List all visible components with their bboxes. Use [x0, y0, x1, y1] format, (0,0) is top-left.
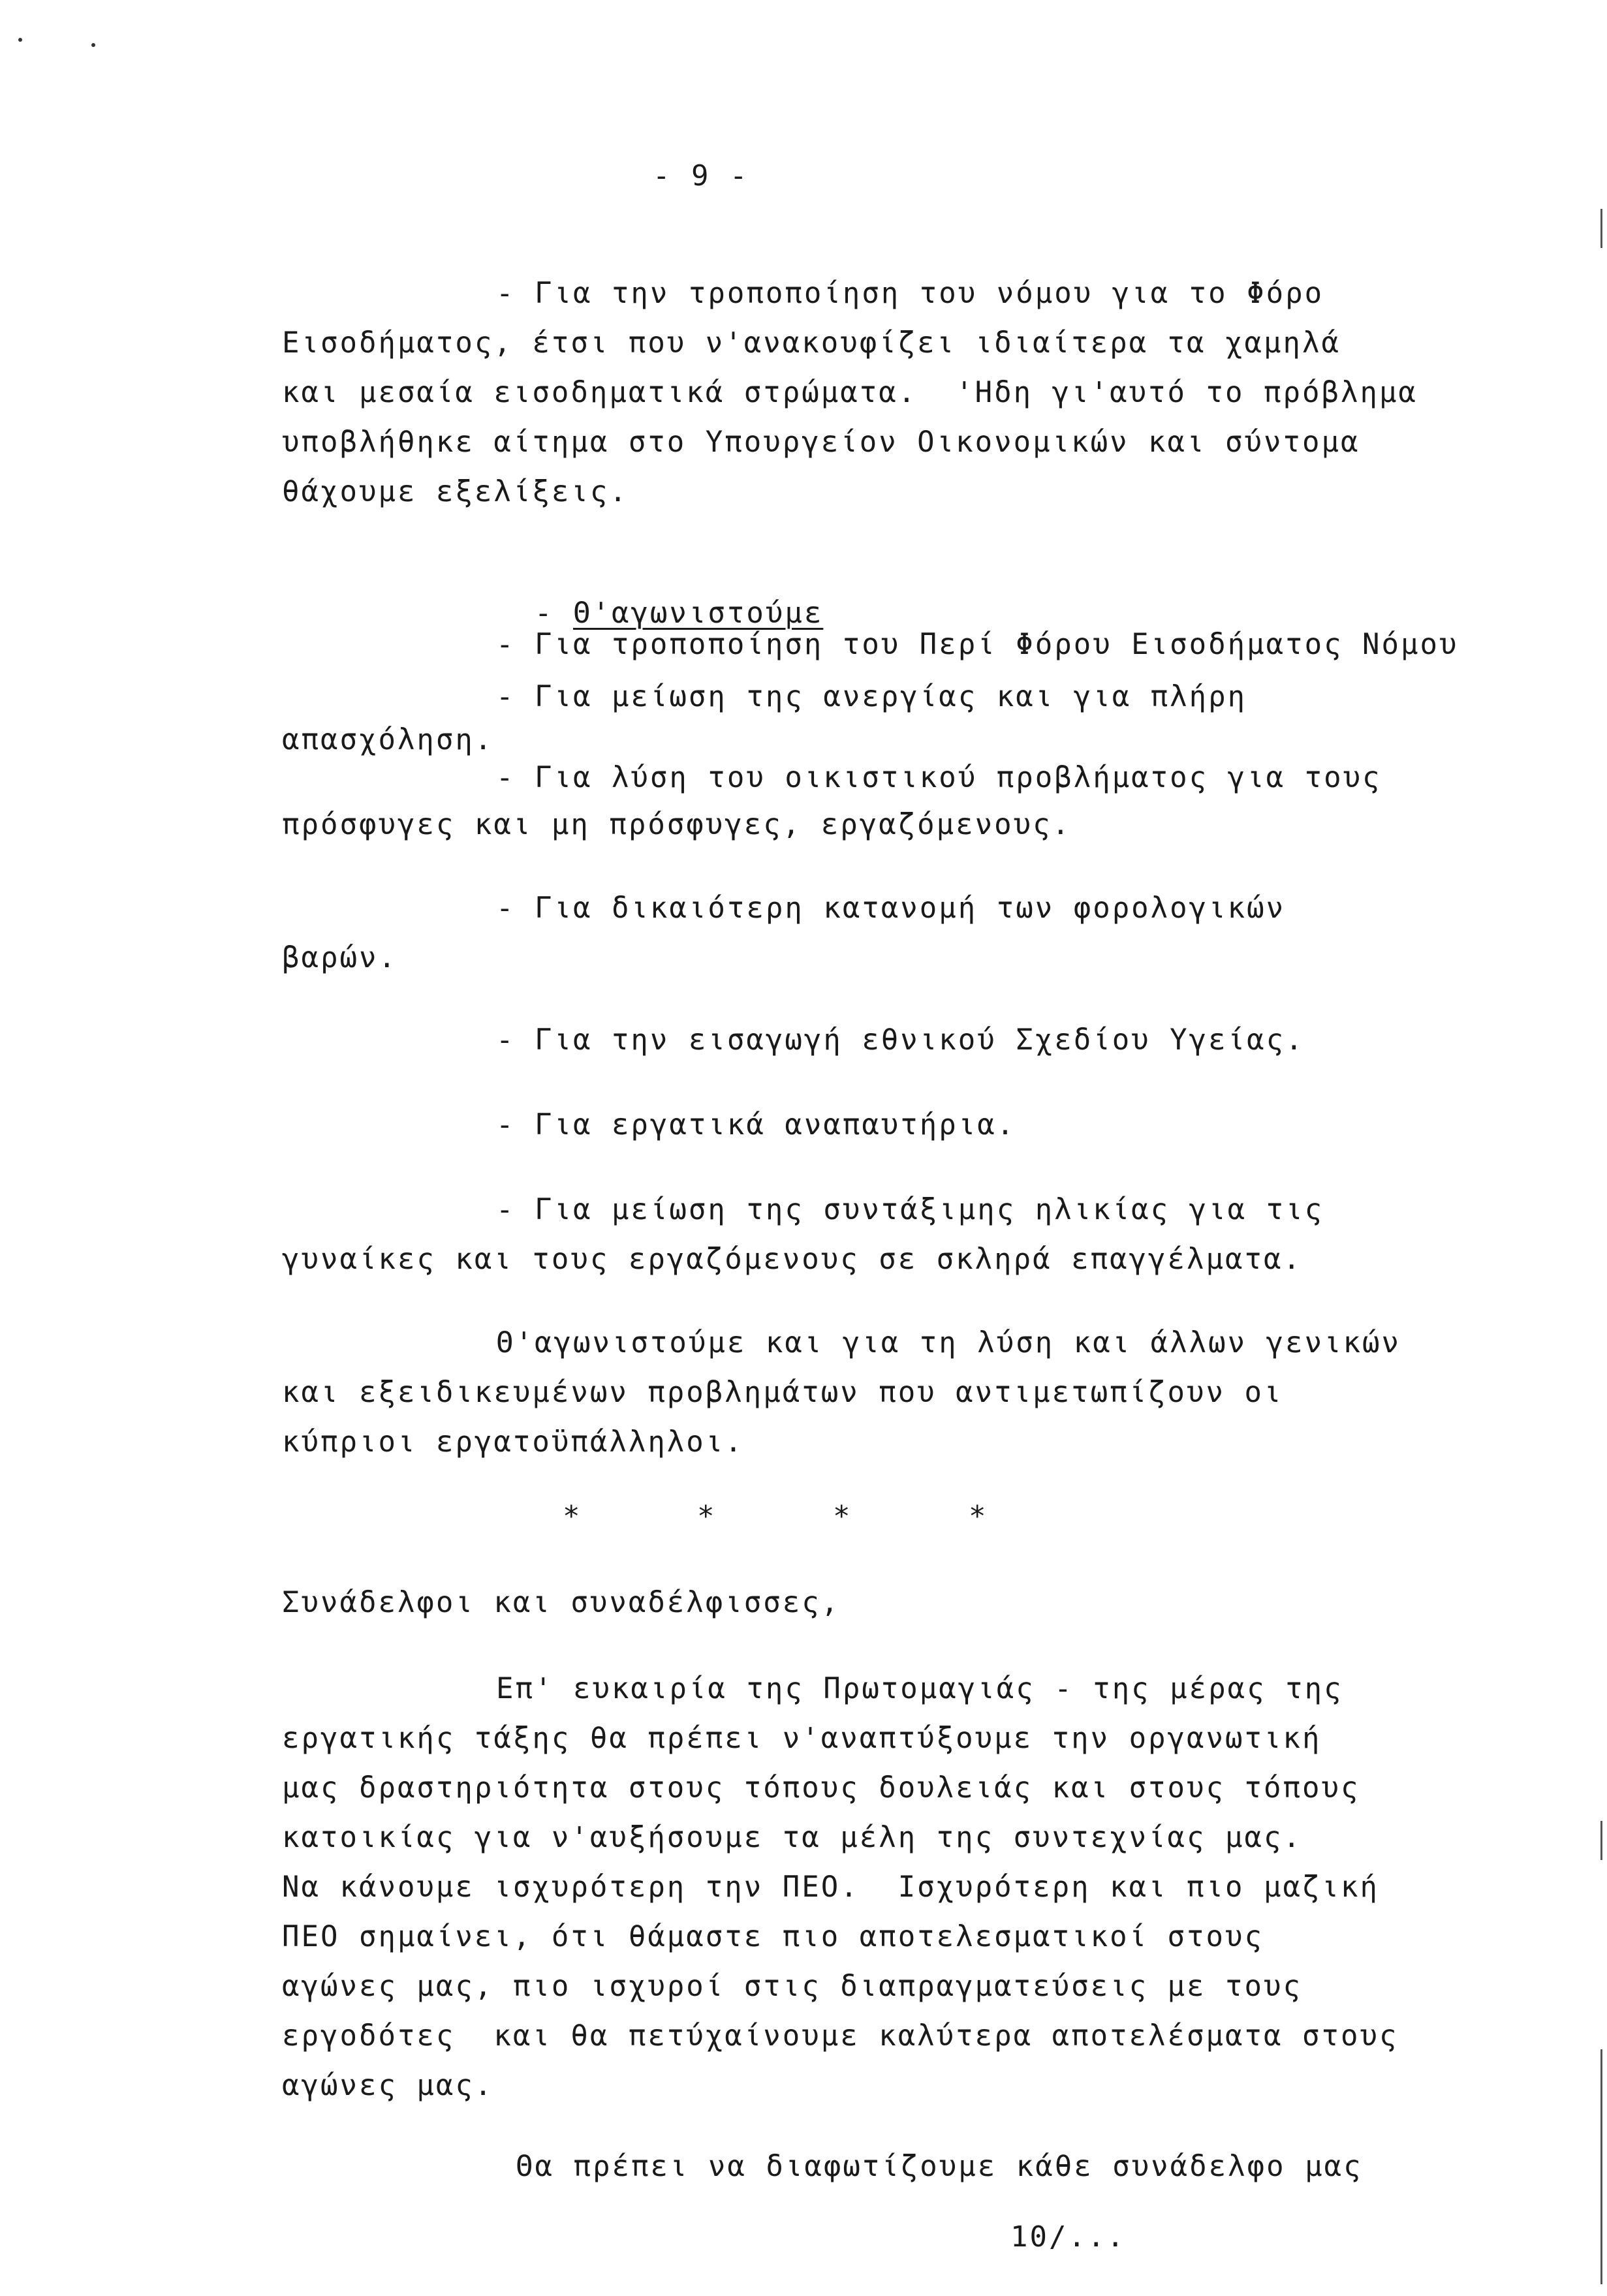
continuation-marker: 10/...: [1010, 2220, 1126, 2254]
scan-speck: [18, 38, 22, 42]
paragraph-line: υποβλήθηκε αίτημα στο Υπουργείον Οικονομικών και σύντομα: [282, 426, 1360, 459]
paragraph-line: Εισοδήματος, έτσι που ν'ανακουφίζει ιδιαίτερα τα χαμηλά: [282, 326, 1341, 360]
scan-edge-mark: [1600, 1821, 1602, 1860]
demand-line: γυναίκες και τους εργαζόμενους σε σκληρά επαγγέλματα.: [282, 1243, 1302, 1276]
demand-line: - Για μείωση της συντάξιμης ηλικίας για τις: [496, 1193, 1324, 1226]
paragraph-line: και εξειδικευμένων προβλημάτων που αντιμετωπίζουν οι: [282, 1376, 1283, 1409]
demand-line: - Για μείωση της ανεργίας και για πλήρη: [496, 680, 1247, 713]
page-number: - 9 -: [653, 159, 749, 193]
paragraph-line: αγώνες μας, πιο ισχυροί στις διαπραγματεύσεις με τους: [282, 1970, 1302, 2003]
scan-speck: [91, 43, 95, 47]
demand-line: - Για λύση του οικιστικού προβλήματος για τους: [496, 761, 1382, 794]
paragraph-line: Θα πρέπει να διαφωτίζουμε κάθε συνάδελφο μας: [516, 2150, 1363, 2183]
heading-dash: -: [534, 597, 573, 630]
paragraph-line: Θ'αγωνιστούμε και για τη λύση και άλλων γενικών: [496, 1326, 1401, 1359]
paragraph-line: εργατικής τάξης θα πρέπει ν'αναπτύξουμε την οργανωτική: [282, 1722, 1322, 1755]
separator-asterisk: *: [833, 1500, 850, 1533]
paragraph-line: αγώνες μας.: [282, 2069, 494, 2102]
paragraph-line: - Για την τροποποίηση του νόμου για το Φόρο: [496, 277, 1324, 310]
demand-line: - Για δικαιότερη κατανομή των φορολογικών: [496, 892, 1286, 925]
scan-edge-mark: [1600, 2049, 1602, 2284]
demand-line: - Για τροποποίηση του Περί Φόρου Εισοδήματος Νόμου: [496, 628, 1459, 661]
separator-asterisk: *: [969, 1500, 986, 1533]
paragraph-line: ΠΕΟ σημαίνει, ότι θάμαστε πιο αποτελεσματικοί στους: [282, 1920, 1264, 1953]
separator-asterisk: *: [697, 1500, 715, 1533]
scan-edge-mark: [1600, 209, 1602, 248]
demand-line: - Για εργατικά αναπαυτήρια.: [496, 1108, 1016, 1141]
demand-line: βαρών.: [282, 941, 398, 974]
paragraph-line: κύπριοι εργατοϋπάλληλοι.: [282, 1425, 744, 1459]
heading-text: Θ'αγωνιστούμε: [572, 597, 824, 630]
paragraph-line: μας δραστηριότητα στους τόπους δουλειάς και στους τόπους: [282, 1771, 1360, 1805]
paragraph-line: κατοικίας για ν'αυξήσουμε τα μέλη της συντεχνίας μας.: [282, 1821, 1302, 1854]
section-heading: [496, 559, 823, 632]
salutation: Συνάδελφοι και συναδέλφισσες,: [282, 1586, 841, 1619]
demand-line: πρόσφυγες και μη πρόσφυγες, εργαζόμενους.: [282, 808, 1072, 841]
demand-line: απασχόληση.: [282, 723, 494, 756]
paragraph-line: Επ' ευκαιρία της Πρωτομαγιάς - της μέρας της: [496, 1672, 1343, 1705]
paragraph-line: εργοδότες και θα πετύχαίνουμε καλύτερα αποτελέσματα στους: [282, 2019, 1399, 2053]
paragraph-line: θάχουμε εξελίξεις.: [282, 475, 629, 508]
paragraph-line: και μεσαία εισοδηματικά στρώματα. 'Ηδη γι'αυτό το πρόβλημα: [282, 376, 1418, 409]
separator-asterisk: *: [563, 1500, 580, 1533]
paragraph-line: Να κάνουμε ισχυρότερη την ΠΕΟ. Ισχυρότερη και πιο μαζική: [282, 1870, 1379, 1904]
demand-line: - Για την εισαγωγή εθνικού Σχεδίου Υγείας.: [496, 1023, 1305, 1057]
